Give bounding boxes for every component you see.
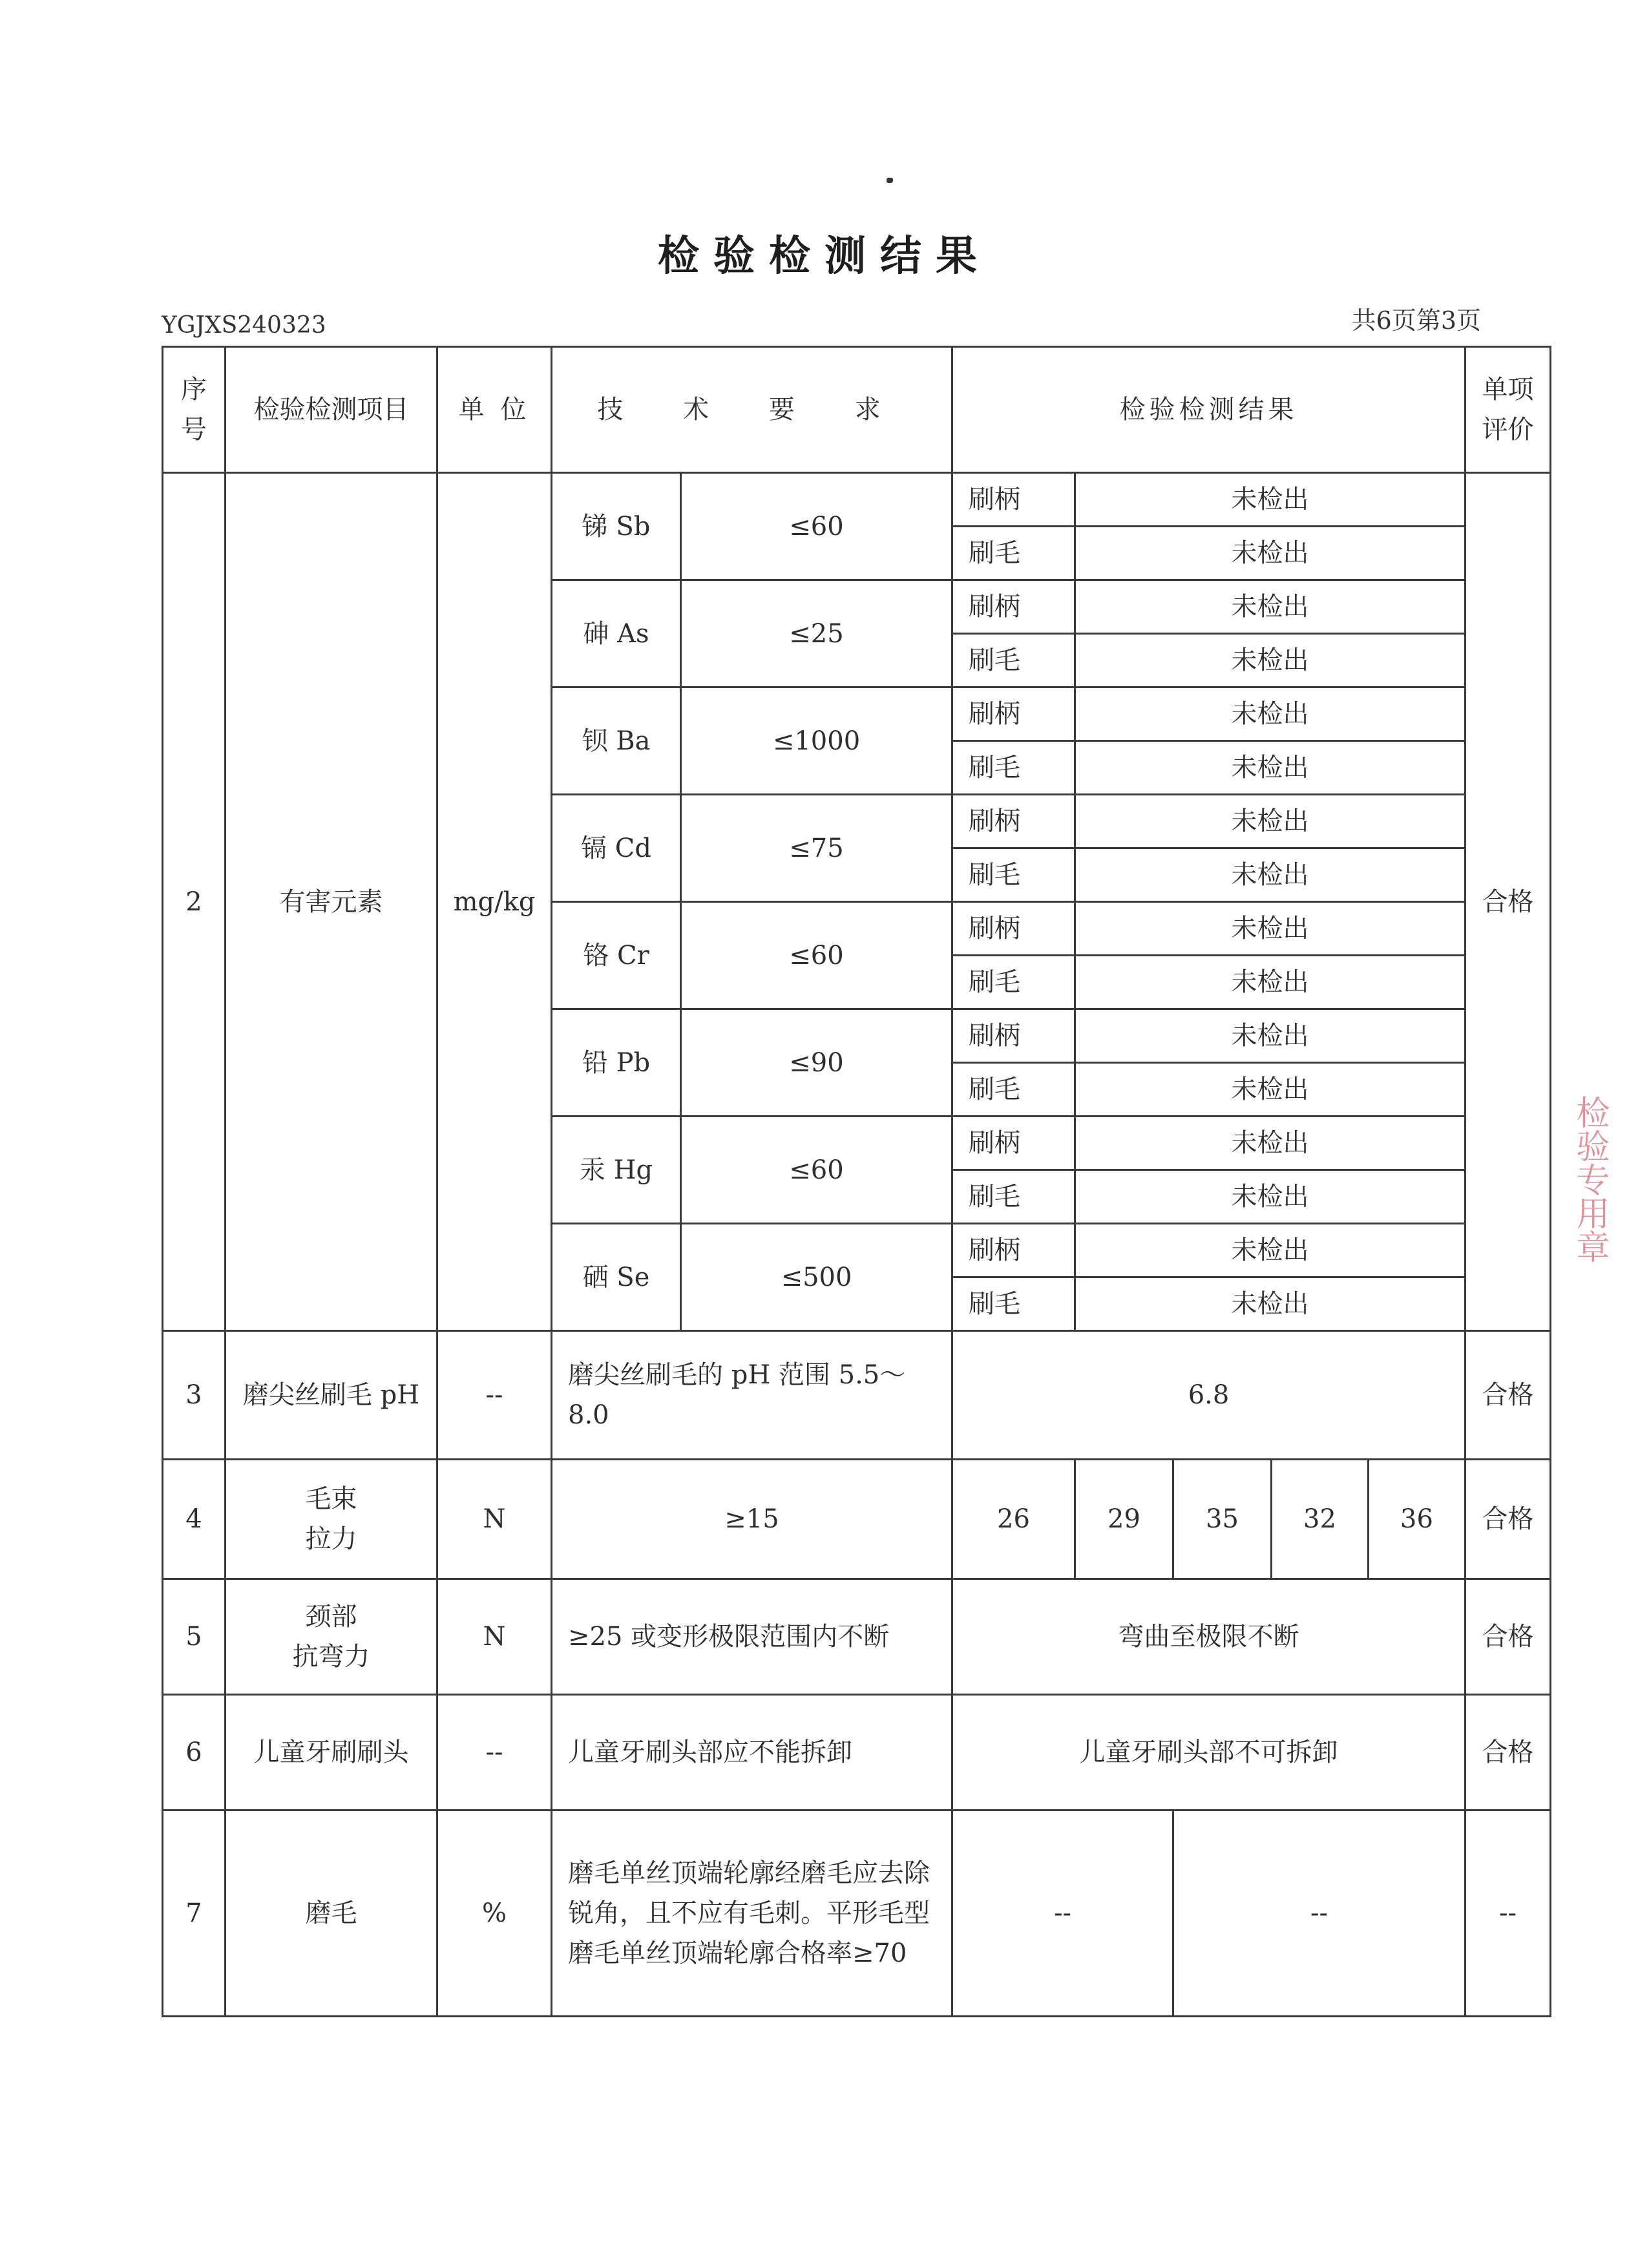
- row7-result-1: --: [952, 1811, 1173, 2017]
- element-name: 锑 Sb: [552, 473, 681, 580]
- sample-part: 刷柄: [952, 1224, 1075, 1277]
- row4-item-line2: 拉力: [305, 1524, 357, 1554]
- element-limit: ≤75: [681, 795, 952, 902]
- row5-unit: N: [437, 1579, 552, 1695]
- row7-evaluation: --: [1465, 1811, 1551, 2017]
- sample-part: 刷柄: [952, 688, 1075, 741]
- sample-part: 刷毛: [952, 1277, 1075, 1331]
- results-table: [162, 346, 1551, 2017]
- row3-requirement: 磨尖丝刷毛的 pH 范围 5.5～8.0: [552, 1331, 952, 1460]
- element-limit: ≤90: [681, 1009, 952, 1117]
- sample-result: 未检出: [1075, 1224, 1465, 1277]
- sample-result: 未检出: [1075, 956, 1465, 1009]
- row3-unit: --: [437, 1331, 552, 1460]
- row7-requirement: 磨毛单丝顶端轮廓经磨毛应去除锐角，且不应有毛刺。平形毛型磨毛单丝顶端轮廓合格率≥70: [552, 1811, 952, 2017]
- row2-seq: 2: [163, 473, 226, 1331]
- document-number: YGJXS240323: [162, 312, 326, 339]
- sample-part: 刷毛: [952, 634, 1075, 688]
- row2-unit: mg/kg: [437, 473, 552, 1331]
- row4-result: 26: [952, 1460, 1075, 1579]
- element-limit: ≤25: [681, 580, 952, 688]
- element-limit: ≤1000: [681, 688, 952, 795]
- row3-result: 6.8: [952, 1331, 1465, 1460]
- row4-requirement: ≥15: [552, 1460, 952, 1579]
- sample-result: 未检出: [1075, 473, 1465, 527]
- sample-result: 未检出: [1075, 795, 1465, 848]
- sample-part: 刷柄: [952, 1009, 1075, 1063]
- sample-part: 刷柄: [952, 902, 1075, 956]
- sample-result: 未检出: [1075, 1063, 1465, 1117]
- sample-result: 未检出: [1075, 848, 1465, 902]
- row6-requirement: 儿童牙刷头部应不能拆卸: [552, 1695, 952, 1811]
- element-name: 镉 Cd: [552, 795, 681, 902]
- row4-result: 29: [1075, 1460, 1173, 1579]
- sample-result: 未检出: [1075, 741, 1465, 795]
- table-row: [163, 473, 1551, 527]
- row4-evaluation: 合格: [1465, 1460, 1551, 1579]
- sample-result: 未检出: [1075, 1117, 1465, 1170]
- table-row: [163, 1460, 1551, 1579]
- row7-unit: %: [437, 1811, 552, 2017]
- ink-speck: [887, 178, 893, 183]
- row3-evaluation: 合格: [1465, 1331, 1551, 1460]
- sample-part: 刷毛: [952, 1063, 1075, 1117]
- row4-unit: N: [437, 1460, 552, 1579]
- element-limit: ≤60: [681, 902, 952, 1009]
- element-name: 砷 As: [552, 580, 681, 688]
- page-title: 检验检测结果: [658, 232, 991, 280]
- sample-result: 未检出: [1075, 580, 1465, 634]
- row6-result: 儿童牙刷头部不可拆卸: [952, 1695, 1465, 1811]
- table-row: [163, 1331, 1551, 1460]
- row4-item-line1: 毛束: [305, 1484, 357, 1514]
- table-row: [163, 1579, 1551, 1695]
- row5-item: [226, 1579, 437, 1695]
- row6-item: 儿童牙刷刷头: [226, 1695, 437, 1811]
- row2-evaluation: 合格: [1465, 473, 1551, 1331]
- seal-stamp: 检验专用章: [1570, 1095, 1609, 1263]
- row4-item: [226, 1460, 437, 1579]
- header-item: 检验检测项目: [226, 347, 437, 473]
- sample-result: 未检出: [1075, 902, 1465, 956]
- header-seq: 序号: [163, 347, 226, 473]
- row4-result: 36: [1369, 1460, 1465, 1579]
- sample-part: 刷毛: [952, 741, 1075, 795]
- sample-part: 刷毛: [952, 527, 1075, 580]
- table-row: [163, 1695, 1551, 1811]
- sample-result: 未检出: [1075, 1170, 1465, 1224]
- element-name: 钡 Ba: [552, 688, 681, 795]
- element-limit: ≤500: [681, 1224, 952, 1331]
- header-unit: 单 位: [437, 347, 552, 473]
- sample-result: 未检出: [1075, 527, 1465, 580]
- page-number: 共6页第3页: [1351, 306, 1481, 335]
- element-name: 铅 Pb: [552, 1009, 681, 1117]
- row5-item-line2: 抗弯力: [292, 1642, 370, 1672]
- row2-item: 有害元素: [226, 473, 437, 1331]
- sample-result: 未检出: [1075, 688, 1465, 741]
- element-name: 铬 Cr: [552, 902, 681, 1009]
- row5-evaluation: 合格: [1465, 1579, 1551, 1695]
- row7-seq: 7: [163, 1811, 226, 2017]
- row6-seq: 6: [163, 1695, 226, 1811]
- element-name: 硒 Se: [552, 1224, 681, 1331]
- table-header-row: [163, 347, 1551, 473]
- row4-result: 32: [1272, 1460, 1369, 1579]
- header-evaluation: 单项评价: [1465, 347, 1551, 473]
- row6-evaluation: 合格: [1465, 1695, 1551, 1811]
- row6-unit: --: [437, 1695, 552, 1811]
- sample-part: 刷毛: [952, 956, 1075, 1009]
- header-requirement: 技 术 要 求: [552, 347, 952, 473]
- sample-part: 刷毛: [952, 848, 1075, 902]
- sample-result: 未检出: [1075, 634, 1465, 688]
- sample-part: 刷柄: [952, 795, 1075, 848]
- row4-seq: 4: [163, 1460, 226, 1579]
- sample-result: 未检出: [1075, 1009, 1465, 1063]
- row3-seq: 3: [163, 1331, 226, 1460]
- row5-item-line1: 颈部: [305, 1602, 357, 1632]
- row4-result: 35: [1173, 1460, 1272, 1579]
- row5-result: 弯曲至极限不断: [952, 1579, 1465, 1695]
- header-result: 检验检测结果: [952, 347, 1465, 473]
- sample-part: 刷柄: [952, 580, 1075, 634]
- row7-result-2: --: [1173, 1811, 1465, 2017]
- sample-part: 刷毛: [952, 1170, 1075, 1224]
- sample-result: 未检出: [1075, 1277, 1465, 1331]
- table-row: [163, 1811, 1551, 2017]
- element-name: 汞 Hg: [552, 1117, 681, 1224]
- row5-requirement: ≥25 或变形极限范围内不断: [552, 1579, 952, 1695]
- row3-item: 磨尖丝刷毛 pH: [226, 1331, 437, 1460]
- element-limit: ≤60: [681, 473, 952, 580]
- row7-item: 磨毛: [226, 1811, 437, 2017]
- row5-seq: 5: [163, 1579, 226, 1695]
- element-limit: ≤60: [681, 1117, 952, 1224]
- sample-part: 刷柄: [952, 473, 1075, 527]
- sample-part: 刷柄: [952, 1117, 1075, 1170]
